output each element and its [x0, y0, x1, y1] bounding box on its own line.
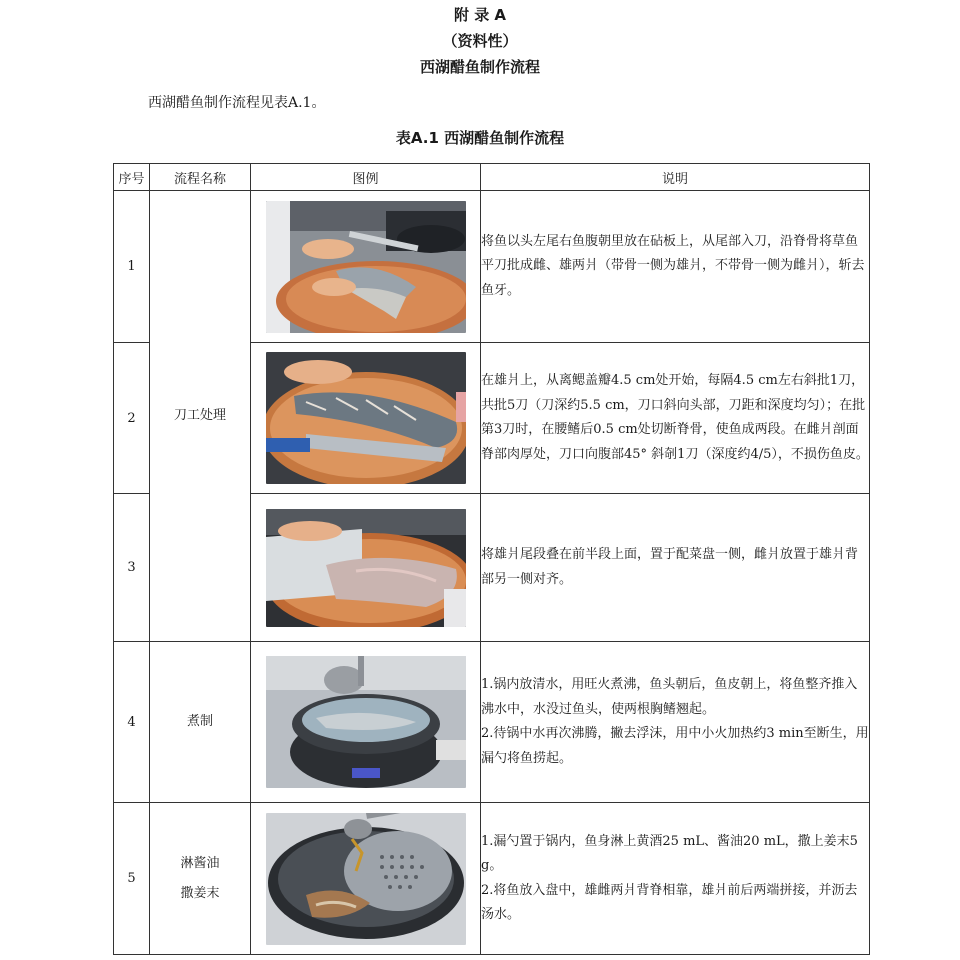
- process-name-line: 淋酱油: [180, 855, 220, 871]
- boil-fish-photo: [266, 656, 466, 788]
- row-index: 5: [114, 803, 150, 955]
- table-caption: 表A.1 西湖醋鱼制作流程: [395, 129, 565, 147]
- appendix-nature: （资料性）: [442, 32, 518, 50]
- intro-paragraph: 西湖醋鱼制作流程见表A.1。: [148, 95, 326, 111]
- description-line: 在雄爿上，从离鳃盖瓣4.5 cm处开始，每隔4.5 cm左右斜批1刀，共批5刀（刀深约5.5 cm，刀口斜向头部，刀距和深度均匀）；在批第3刀时，在腰鳍后0.5 cm处切断脊骨，使鱼成两段。在雌爿剖面脊部肉厚处，刀口向腹部45° 斜剞1刀（深度约4/5），不损伤鱼皮。: [481, 373, 869, 462]
- description-cell: [481, 642, 870, 803]
- row-index: 2: [114, 343, 150, 494]
- header-figure: 图例: [251, 164, 481, 191]
- description-cell: [481, 191, 870, 343]
- process-name-knife: 刀工处理: [150, 191, 251, 642]
- arrange-fish-photo: [266, 509, 466, 627]
- description-cell: [481, 494, 870, 642]
- figure-cell: [251, 191, 481, 343]
- figure-cell: [251, 343, 481, 494]
- header-process-name: 流程名称: [150, 164, 251, 191]
- appendix-title: 西湖醋鱼制作流程: [419, 58, 540, 76]
- description-line: 2.待锅中水再次沸腾，撇去浮沫，用中小火加热约3 min至断生，用漏勺将鱼捞起。: [481, 726, 869, 766]
- process-table: [113, 163, 870, 955]
- row-index: 1: [114, 191, 150, 343]
- process-name-season: [150, 803, 251, 955]
- table-row: [114, 191, 870, 343]
- process-name-boil: 煮制: [150, 642, 251, 803]
- row-index: 3: [114, 494, 150, 642]
- header-index: 序号: [114, 164, 150, 191]
- figure-cell: [251, 803, 481, 955]
- table-header-row: [114, 164, 870, 191]
- process-name-line: 撒姜末: [180, 885, 220, 901]
- row-index: 4: [114, 642, 150, 803]
- figure-cell: [251, 494, 481, 642]
- table-row: [114, 803, 870, 955]
- description-line: 将鱼以头左尾右鱼腹朝里放在砧板上，从尾部入刀，沿脊骨将草鱼平刀批成雌、雄两爿（带骨一侧为雄爿，不带骨一侧为雌爿），斩去鱼牙。: [481, 233, 865, 298]
- description-cell: [481, 343, 870, 494]
- season-fish-photo: [266, 813, 466, 945]
- figure-cell: [251, 642, 481, 803]
- description-line: 1.漏勺置于锅内，鱼身淋上黄酒25 mL、酱油20 mL，撒上姜末5 g。: [481, 833, 858, 873]
- appendix-label: 附 录 A: [453, 6, 507, 24]
- knife-butterfly-fish-photo: [266, 201, 466, 333]
- description-line: 1.锅内放清水，用旺火煮沸，鱼头朝后，鱼皮朝上，将鱼整齐推入沸水中，水没过鱼头，使两根胸鳍翘起。: [481, 677, 858, 717]
- description-line: 将雄爿尾段叠在前半段上面，置于配菜盘一侧，雌爿放置于雄爿背部另一侧对齐。: [481, 547, 859, 587]
- description-line: 2.将鱼放入盘中，雄雌两爿背脊相靠，雄爿前后两端拼接，并沥去汤水。: [481, 882, 858, 922]
- table-row: [114, 642, 870, 803]
- description-cell: [481, 803, 870, 955]
- header-description: 说明: [481, 164, 870, 191]
- knife-score-fish-photo: [266, 352, 466, 484]
